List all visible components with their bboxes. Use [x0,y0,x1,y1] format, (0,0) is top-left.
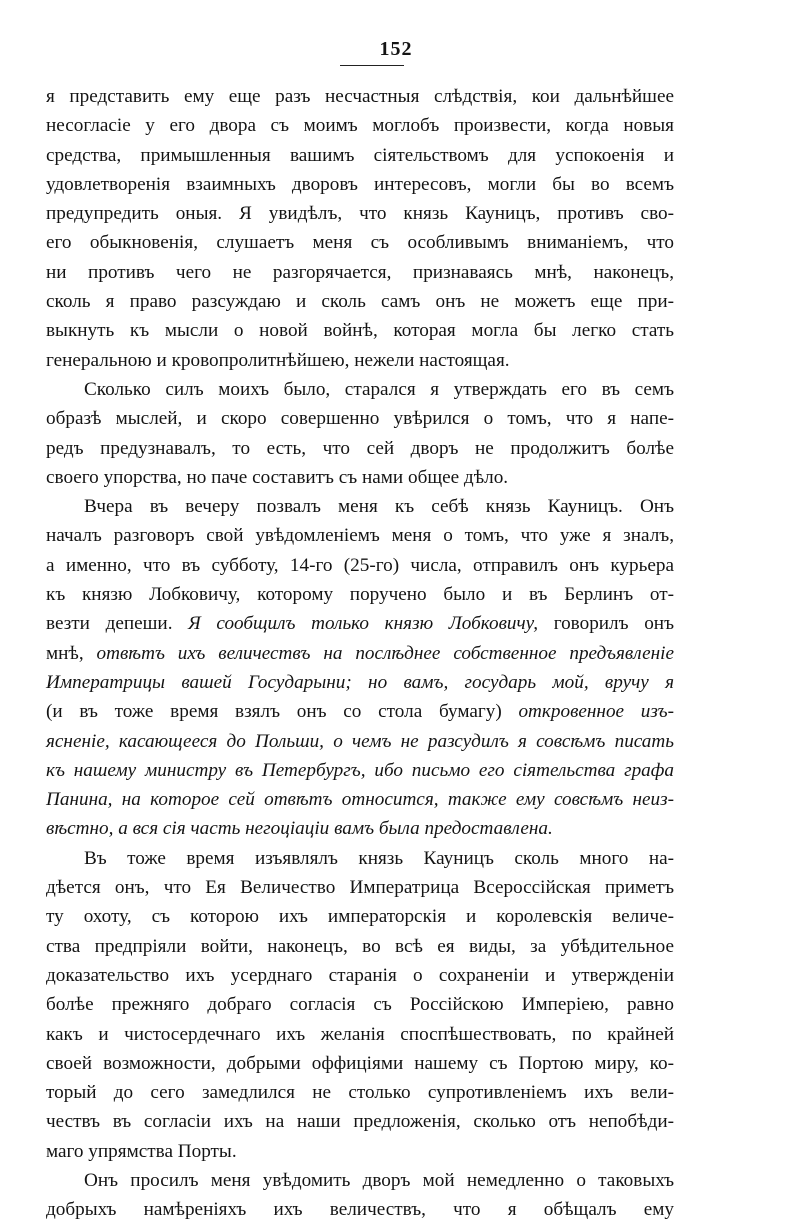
page-number-rule [340,65,404,66]
text-line: болѣе прежняго добраго согласія съ Россійскою Имперіею, равно [46,994,674,1016]
paragraph-5 [46,1166,674,1225]
text-line [46,814,674,843]
text-line: удовлетворенія взаимныхъ дворовъ интересовъ, могли бы во всемъ [46,173,674,195]
italic-segment: Панина, на которое сей отвѣтъ относится, также ему совсѣмъ неиз- [46,789,674,811]
body-text [46,82,674,1225]
text-line: образѣ мыслей, и скоро совершенно увѣрился о томъ, что я напе- [46,408,674,430]
text-segment: говорилъ онъ [538,613,674,635]
text-line: я представить ему еще разъ несчастныя слѣдствія, кои дальнѣйшее [46,86,674,107]
italic-segment: къ нашему министру въ Петербургъ, ибо письмо его сіятельства графа [46,759,674,781]
paragraph-4 [46,844,674,1166]
text-line: Вчера въ вечеру позвалъ меня къ себѣ князь Кауницъ. Онъ [84,496,674,518]
paragraph-1 [46,82,674,375]
text-line: его обыкновенія, слушаетъ меня съ особливымъ вниманіемъ, что [46,232,674,254]
text-line [46,756,674,785]
italic-segment: Я сообщилъ только князю Лобковичу, [188,613,539,635]
text-line [46,639,674,668]
text-segment: везти депеши. [46,613,189,635]
text-line: какъ и чистосердечнаго ихъ желанія споспѣшествовать, по крайней [46,1023,674,1045]
text-line: своего упорства, но паче составитъ съ нами общее дѣло. [46,466,509,488]
text-line: добрыхъ намѣреніяхъ ихъ величествъ, что я обѣщалъ ему [46,1199,674,1221]
page-number: 152 [379,38,413,60]
text-line: къ князю Лобковичу, которому поручено было и въ Берлинъ от- [46,584,674,606]
text-line: своей возможности, добрыми оффиціями нашему съ Портою миру, ко- [46,1052,674,1074]
italic-segment: откровенное изъ- [518,701,674,723]
text-line: ту охоту, съ которою ихъ императорскія и королевскія величе- [46,906,674,928]
text-line: а именно, что въ субботу, 14-го (25-го) числа, отправилъ онъ курьера [46,554,674,576]
italic-segment: вѣстно, а вся сія часть негоціаціи вамъ была предоставлена. [46,818,553,840]
text-line: торый до сего замедлился не столько супротивленіемъ ихъ вели- [46,1082,674,1104]
text-line: редъ предузнавалъ, то есть, что сей дворъ не продолжитъ болѣе [46,437,674,459]
text-line [46,609,674,638]
text-line: средства, примышленныя вашимъ сіятельствомъ для успокоенія и [46,144,674,166]
text-segment: (и въ тоже время взялъ онъ со стола бумагу) [46,701,519,723]
text-line: доказательство ихъ усерднаго старанія о сохраненіи и утвержденіи [46,964,674,986]
text-line [46,697,674,726]
text-line: генеральною и кровопролитнѣйшею, нежели настоящая. [46,349,510,371]
text-line: чествъ въ согласіи ихъ на наши предложенія, сколько отъ непобѣди- [46,1111,674,1133]
text-line: выкнуть къ мысли о новой войнѣ, которая могла бы легко стать [46,320,674,342]
text-line: ни противъ чего не разгорячается, признаваясь мнѣ, наконецъ, [46,261,674,283]
text-line [46,785,674,814]
paragraph-2 [46,375,674,492]
text-line: ства предпріяли войти, наконецъ, во всѣ ея виды, за убѣдительное [46,935,674,957]
text-line: началъ разговоръ свой увѣдомленіемъ меня о томъ, что уже я зналъ, [46,525,674,547]
text-line: Сколько силъ моихъ было, старался я утверждать его въ семъ [84,378,674,400]
text-line: сколь я право разсуждаю и сколь самъ онъ не можетъ еще при- [46,291,674,313]
italic-segment: отвѣтъ ихъ величествъ на послѣднее собственное предъявленіе [96,642,674,664]
text-line: маго упрямства Порты. [46,1140,237,1162]
text-line: Онъ просилъ меня увѣдомить дворъ мой немедленно о таковыхъ [84,1169,674,1191]
italic-segment: Императрицы вашей Государыни; но вамъ, государь мой, вручу я [46,671,674,693]
paragraph-3 [46,492,674,844]
text-line: предупредить оныя. Я увидѣлъ, что князь Кауницъ, противъ сво- [46,203,674,225]
text-segment: мнѣ, [46,642,97,664]
text-line [46,727,674,756]
text-line: Въ тоже время изъявлялъ князь Кауницъ сколь много на- [84,847,674,869]
text-line [46,668,674,697]
text-line: несогласіе у его двора съ моимъ моглобъ произвести, когда новыя [46,115,674,137]
text-line: дѣется онъ, что Ея Величество Императрица Всероссійская приметъ [46,877,674,899]
italic-segment: ясненіе, касающееся до Польши, о чемъ не разсудилъ я совсѣмъ писать [46,730,674,752]
